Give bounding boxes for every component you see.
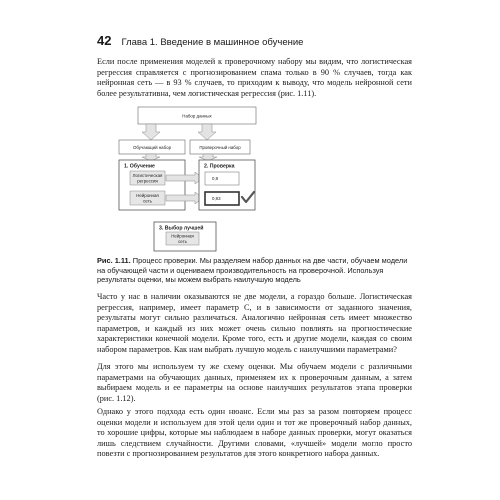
figure-label: Рис. 1.11.	[97, 256, 131, 265]
best-model-stage-title: 3. Выбор лучшей	[159, 225, 204, 232]
page-number: 42	[97, 33, 112, 48]
score-nn: 0,93	[212, 196, 221, 201]
validation-stage-title: 2. Проверка	[204, 163, 235, 170]
arrow-to-val	[198, 124, 216, 140]
score-logreg-box	[205, 172, 239, 185]
chapter-title: Глава 1. Введение в машинное обучение	[121, 37, 304, 48]
best-model-line1: Нейронная	[171, 233, 194, 239]
dataset-label: Набор данных	[182, 113, 212, 119]
score-nn-box	[205, 192, 239, 205]
score-logreg: 0,9	[212, 176, 219, 181]
nn-label-line1: Нейронная	[136, 193, 159, 198]
figure-caption	[97, 256, 413, 285]
logreg-label-line1: Логистическая	[132, 173, 163, 178]
intro-paragraph: Если после применения моделей к проверочному набору мы видим, что логистическая регрессия справляется с прогнозированием спама только в 90 % случаев, тогда как нейронная сеть — в 93 % случаев, то приходим к выводу, что модель нейронной сети более результативна, чем логистическая регрессия (рис. 1.11).	[97, 57, 412, 98]
nn-label-line2: сеть	[143, 198, 152, 204]
train-set-label: Обучающий набор	[132, 145, 172, 150]
paragraph-models-parameters: Часто у нас в наличии оказываются не две модели, а гораздо больше. Логистическая регрессия, например, имеет параметр C, и в зависимости от заданного значения, результаты могут сильно различаться. Аналогично нейронная сеть имеет множество параметров, и каждый из них может очень сильно повлиять на прогностические характеристики конечной модели. Кроме того, есть и другие модели, каждая со своим набором параметров. Как нам выбрать лучшую модель с наилучшими параметрами?	[97, 292, 412, 354]
figure-caption-text: Процесс проверки. Мы разделяем набор данных на две части, обучаем модели на обучающей части и оцениваем производительность на проверочной. Используя результаты оценки, мы можем выбрать наилучшую модель	[97, 256, 408, 285]
paragraph-caveat: Однако у этого подхода есть один нюанс. Если мы раз за разом повторяем процесс оценки модели и используем для этой цели один и тот же проверочный набор данных, то хорошие цифры, которые мы наблюдаем в наборе данных проверки, могут оказаться лишь следствием случайности. Другими словами, «лучшей» модели могло просто повезти с прогнозированием результатов для этого конкретного набора данных.	[97, 407, 412, 459]
training-stage-title: 1. Обучение	[124, 163, 155, 170]
val-set-label: Проверочный набор	[199, 145, 241, 150]
logreg-label-line2: регрессия	[137, 178, 158, 184]
paragraph-evaluation-scheme: Для этого мы используем ту же схему оценки. Мы обучаем модели с различными параметрами на обучающих данных, применяем их к проверочным данным, а затем выбираем модель и ее параметры на основе наилучших результатов этапа проверки (рис. 1.12).	[97, 362, 412, 403]
arrow-to-train	[142, 124, 160, 140]
best-model-line2: сеть	[178, 239, 187, 244]
